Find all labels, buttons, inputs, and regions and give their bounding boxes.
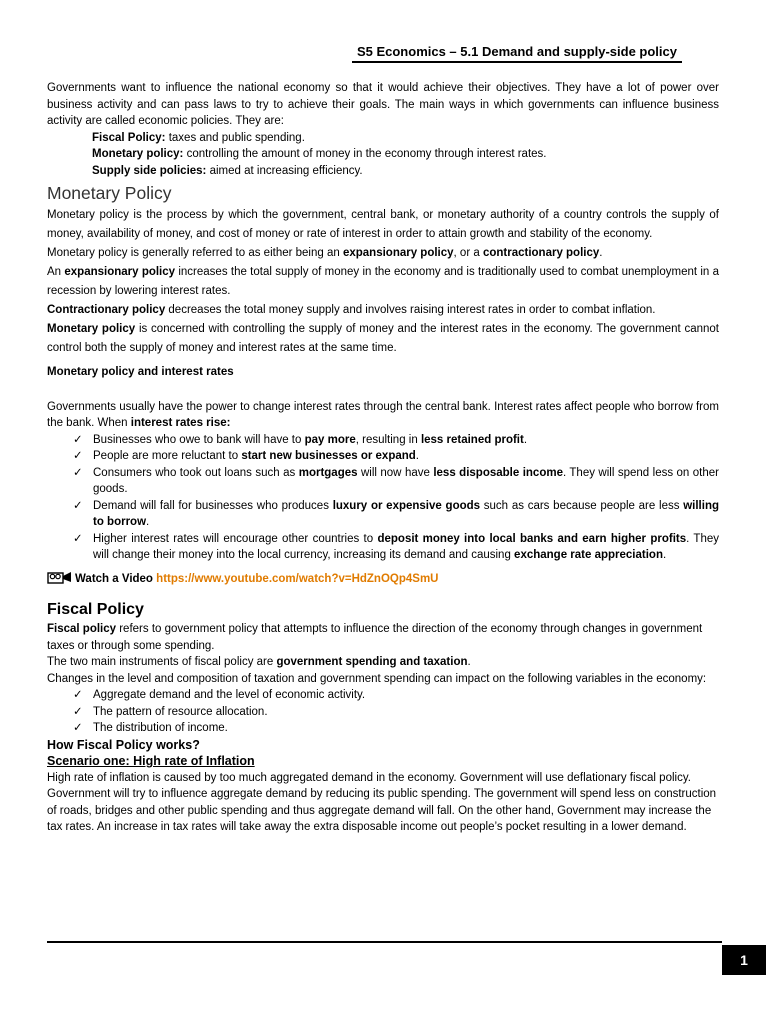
- interest-rate-effects-list: [47, 432, 719, 564]
- list-item: ✓ Demand will fall for businesses who produces luxury or expensive goods such as cars because people are less willing to borrow.: [73, 499, 719, 528]
- list-item: ✓ The distribution of income.: [73, 720, 719, 737]
- fiscal-variables-intro: Changes in the level and composition of taxation and government spending can impact on the following variables in the economy:: [47, 672, 707, 685]
- footer-rule: [47, 941, 722, 943]
- document-body: [47, 80, 719, 836]
- interest-rates-paragraph: Governments usually have the power to change interest rates through the central bank. Interest rates affect people who borrow from the bank. When interest rates rise:: [47, 400, 719, 429]
- policy-list: [47, 130, 719, 180]
- expansionary-paragraph: An expansionary policy increases the total supply of money in the economy and is traditionally used to combat unemployment in a recession by lowering interest rates.: [47, 266, 720, 297]
- policy-item-fiscal: Fiscal Policy: taxes and public spending.: [92, 131, 305, 144]
- video-label: Watch a Video: [75, 572, 157, 585]
- checkmark-icon: ✓: [73, 450, 83, 462]
- list-item: ✓ Aggregate demand and the level of economic activity.: [73, 687, 719, 704]
- list-item: ✓ Businesses who owe to bank will have to pay more, resulting in less retained profit.: [73, 432, 719, 449]
- list-item: ✓ People are more reluctant to start new businesses or expand.: [73, 448, 719, 465]
- fiscal-definition: Fiscal policy refers to government policy that attempts to influence the direction of the economy through changes in government taxes or through some spending.: [47, 623, 703, 652]
- scenario-paragraph: High rate of inflation is caused by too much aggregated demand in the economy. Government will use deflationary fiscal policy. Government will try to influence aggregate demand by reducing its public spending. The government will spend less on construction of roads, bridges and other public spending and thus aggregate demand will fall. On the other hand, Government may increase the tax rates. An increase in tax rates will take away the extra disposable income out people’s pocket resulting in a lower demand.: [47, 771, 717, 833]
- fiscal-variables-list: [47, 687, 719, 737]
- policy-item-monetary: Monetary policy: controlling the amount of money in the economy through interest rates.: [92, 148, 547, 160]
- checkmark-icon: ✓: [73, 466, 83, 479]
- interest-rates-subheading: Monetary policy and interest rates: [47, 366, 234, 378]
- monetary-section: [47, 206, 719, 358]
- checkmark-icon: ✓: [73, 722, 83, 734]
- fiscal-heading: Fiscal Policy: [47, 601, 144, 618]
- contractionary-paragraph: Contractionary policy decreases the total money supply and involves raising interest rates in order to combat inflation.: [47, 304, 656, 316]
- intro-paragraph: Governments want to influence the national economy so that it would achieve their objectives. They have a lot of power over business activity and can pass laws to try to achieve their goals. The main ways in which governments can influence business activity are called economic policies. They are:: [47, 82, 719, 127]
- list-item: ✓ The pattern of resource allocation.: [73, 704, 719, 721]
- video-line: [47, 570, 719, 590]
- monetary-types: Monetary policy is generally referred to as either being an expansionary policy, or a contractionary policy.: [47, 247, 603, 259]
- policy-item-supply: Supply side policies: aimed at increasing efficiency.: [92, 164, 363, 177]
- scenario-heading: Scenario one: High rate of Inflation: [47, 754, 255, 768]
- checkmark-icon: ✓: [73, 433, 83, 446]
- list-item: ✓ Higher interest rates will encourage other countries to deposit money into local banks and earn higher profits. They will change their money into the local currency, increasing its demand and causing exchange rate appreciation.: [73, 532, 719, 561]
- checkmark-icon: ✓: [73, 532, 83, 545]
- monetary-control-paragraph: Monetary policy is concerned with controlling the supply of money and the interest rates in the economy. The government cannot control both the supply of money and interest rates at the same time.: [47, 323, 719, 354]
- fiscal-instruments: The two main instruments of fiscal policy are government spending and taxation.: [47, 656, 471, 668]
- how-fiscal-works-heading: How Fiscal Policy works?: [47, 737, 200, 752]
- checkmark-icon: ✓: [73, 499, 83, 512]
- monetary-definition: Monetary policy is the process by which the government, central bank, or monetary authority of a country controls the supply of money, availability of money, and cost of money or rate of interest in order to attain growth and stability of the economy.: [47, 209, 719, 240]
- monetary-heading: Monetary Policy: [47, 183, 172, 203]
- header-title: S5 Economics – 5.1 Demand and supply-side policy: [356, 44, 677, 59]
- checkmark-icon: ✓: [73, 705, 83, 718]
- checkmark-icon: ✓: [73, 689, 83, 701]
- camera-icon: [47, 570, 73, 590]
- video-link[interactable]: https://www.youtube.com/watch?v=HdZnOQp4SmU: [156, 572, 439, 585]
- list-item: ✓ Consumers who took out loans such as mortgages will now have less disposable income. They will spend less on other goods.: [73, 466, 719, 495]
- page: [47, 0, 722, 1024]
- page-number: 1: [722, 945, 766, 975]
